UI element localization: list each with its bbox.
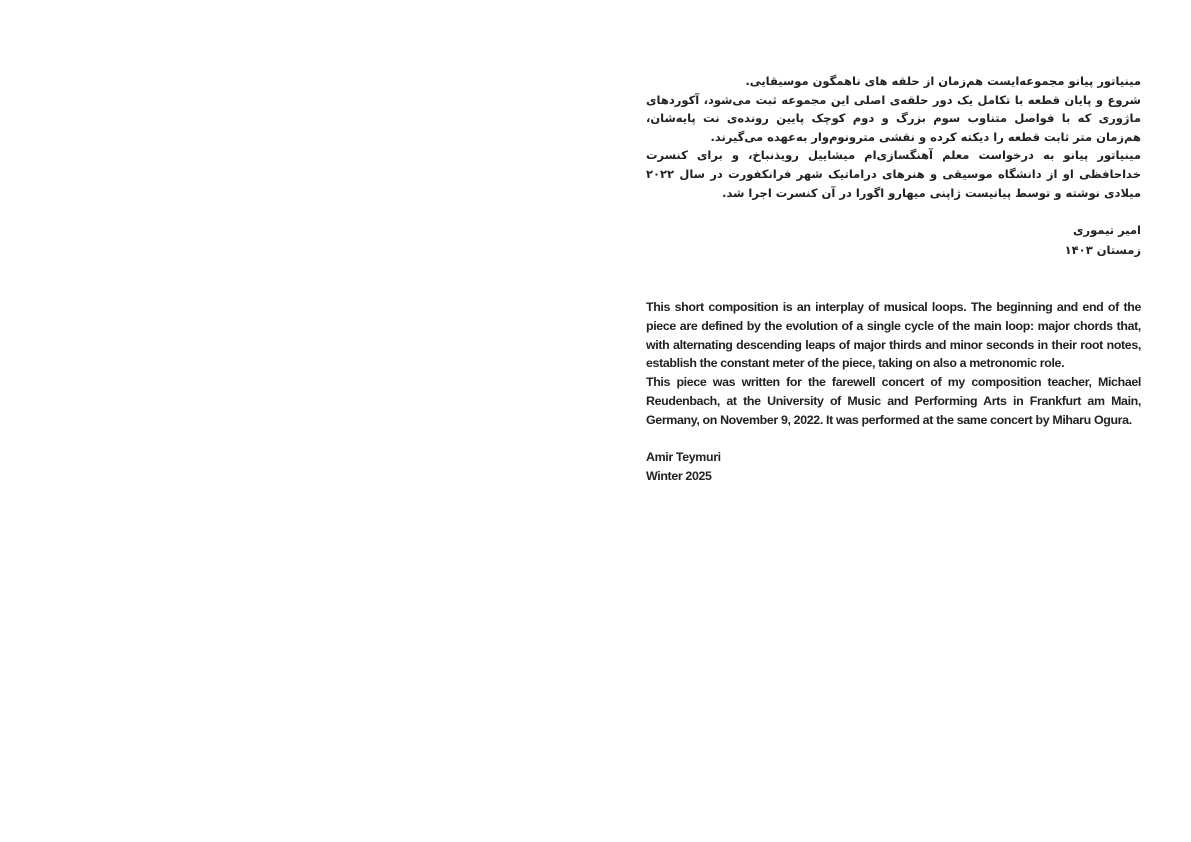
english-author: Amir Teymuri (646, 449, 721, 464)
english-paragraph-2: This piece was written for the farewell concert of my composition teacher, Michael Reudenbach, at the University of Music and Performing Arts in Frankfurt am Main, Germany, on November 9, 2022. It was performed at the same concert by Miharu Ogura. (646, 375, 1141, 427)
persian-paragraph-2: شروع و پایان قطعه با تکامل یک دور حلقه‌ی اصلی این مجموعه ثبت می‌شود، آکوردهای ماژوری که با فواصل متناوب سوم بزرگ و دوم کوچک پایین رونده‌ی نت پایه‌شان، هم‌زمان متر ثابت قطعه را دیکته کرده و نقشی مترونوم‌وار به‌عهده می‌گیرند. (646, 92, 1141, 144)
english-date: Winter 2025 (646, 469, 712, 484)
persian-signature (646, 220, 1141, 260)
persian-paragraph-3: مینیاتور پیانو به درخواست معلم آهنگسازی‌ام میشاییل رویذنباخ، و برای کنسرت خداحافظی او از دانشگاه موسیقی و هنرهای دراماتیک شهر فرانکفورت در سال ۲۰۲۲ میلادی نوشته و توسط پیانیست ژاپنی میهارو اگورا در آن کنسرت اجرا شد. (646, 148, 1141, 200)
english-paragraph-1: This short composition is an interplay of musical loops. The beginning and end of the piece are defined by the evolution of a single cycle of the main loop: major chords that, with alternating descending leaps of major thirds and minor seconds in their root notes, establish the constant meter of the piece, taking on also a metronomic role. (646, 300, 1141, 371)
persian-note (646, 72, 1141, 260)
persian-date: زمستان ۱۴۰۳ (1064, 243, 1141, 258)
persian-author: امیر تیموری (1072, 223, 1141, 238)
english-signature (646, 448, 1141, 487)
english-note (646, 298, 1141, 487)
persian-paragraph-1: مینیاتور پیانو مجموعه‌ایست هم‌زمان از حلقه های ناهمگون موسیقایی. (745, 74, 1141, 88)
